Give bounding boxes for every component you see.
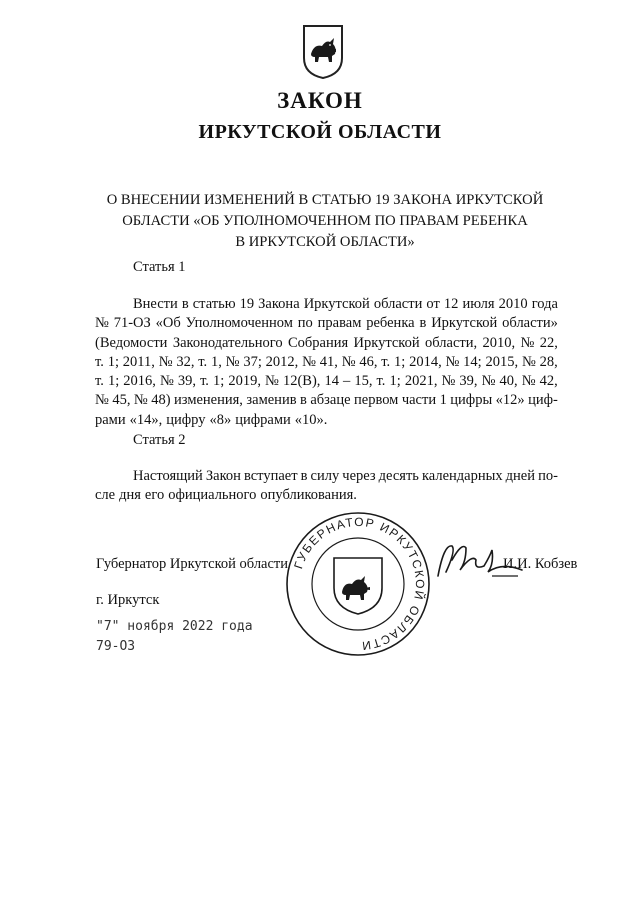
word: Иркутской (303, 296, 370, 312)
word: года (531, 296, 558, 312)
word: Внести (133, 296, 178, 312)
word: т. (95, 373, 104, 390)
law-heading-line: О ВНЕСЕНИИ ИЗМЕНЕНИЙ В СТАТЬЮ 19 ЗАКОНА ИРКУТСКОЙ (106, 192, 544, 208)
article-1-text (95, 295, 558, 430)
word: Иркутской (431, 315, 498, 332)
word: дня (119, 487, 141, 504)
word: статью (192, 296, 236, 312)
word: 40, (499, 373, 518, 390)
word: 19 (239, 296, 255, 312)
word: 2010 (498, 296, 528, 312)
word: десять (378, 468, 419, 484)
governor-title: Губернатор Иркутской области (96, 556, 289, 572)
word: 1; (213, 373, 225, 390)
word: по (297, 315, 313, 332)
word: 22, (539, 334, 558, 351)
word: ребенка (366, 315, 415, 332)
word: от (426, 296, 440, 312)
word: 71-ОЗ (113, 315, 151, 332)
word: абзаце (310, 392, 351, 409)
word: 41, (319, 353, 338, 370)
word: 14 (324, 373, 339, 390)
word: 2012, (265, 353, 299, 370)
word: дней (505, 468, 536, 484)
word: 39, (459, 373, 478, 390)
word: Собрания (287, 334, 349, 351)
text-line (95, 334, 558, 353)
word: 45, (112, 392, 131, 409)
word: 14; (463, 353, 482, 370)
word: «Об (155, 315, 181, 332)
word: Настоящий (133, 468, 203, 484)
word: № (95, 315, 109, 332)
word: № (445, 353, 460, 370)
word: № (133, 392, 148, 409)
word: 2014, (409, 353, 442, 370)
word: в (419, 315, 427, 332)
word: 1; (107, 373, 120, 390)
word: «8» (209, 411, 232, 428)
city-name: г. Иркутск (96, 592, 160, 608)
word: № (265, 373, 279, 390)
article-2-text (95, 467, 558, 506)
word: № (95, 392, 109, 409)
word: июля (462, 296, 495, 312)
word: 2019, (228, 373, 261, 390)
word: рами (95, 411, 126, 428)
word: т. (198, 353, 208, 370)
word: № (159, 373, 174, 390)
word: 15, (354, 373, 373, 390)
irkutsk-coat-of-arms-icon (302, 24, 344, 80)
word: 2021, (404, 373, 438, 390)
word: его (144, 487, 165, 504)
word: области (373, 296, 423, 312)
law-heading-line: ОБЛАСТИ «ОБ УПОЛНОМОЧЕННОМ ПО ПРАВАМ РЕБЕНКА (122, 213, 528, 229)
text-line (95, 486, 558, 505)
word: Закона (258, 296, 300, 312)
governor-name: И.И. Кобзев (503, 556, 578, 572)
governor-seal-icon (284, 510, 432, 658)
word: первом (354, 392, 399, 409)
word: цифры (450, 392, 493, 409)
text-line (95, 295, 558, 314)
word: правам (317, 315, 362, 332)
word: «12» (495, 392, 525, 409)
word: т. (381, 353, 391, 370)
word: 1, (210, 353, 222, 370)
word: вступает (243, 468, 298, 484)
text-line (95, 467, 558, 486)
word: (Ведомости (95, 334, 168, 351)
governor-signature (432, 536, 524, 584)
document-title: ЗАКОН (277, 88, 363, 113)
word: части (401, 392, 437, 409)
text-line (95, 372, 558, 391)
word: № (225, 353, 240, 370)
word: № (520, 334, 535, 351)
word: № (481, 373, 496, 390)
word: 28, (539, 353, 558, 370)
word: т. (95, 353, 104, 370)
word: 1; (389, 373, 401, 390)
word: циф- (528, 392, 558, 409)
word: Уполномоченном (185, 315, 293, 332)
word: области» (502, 315, 558, 332)
word: – (343, 373, 351, 390)
law-number: 79-ОЗ (96, 639, 136, 654)
word: 2010, (482, 334, 516, 351)
word: по- (538, 468, 558, 484)
word: т. (376, 373, 386, 390)
word: 1 (439, 392, 447, 409)
word: 1; (393, 353, 406, 370)
word: 2015, (485, 353, 519, 370)
word: области, (425, 334, 478, 351)
word: Закон (205, 468, 241, 484)
word: Иркутской (353, 334, 420, 351)
word: № (441, 373, 456, 390)
word: Законодательного (172, 334, 283, 351)
word: 32, (176, 353, 195, 370)
word: 46, (359, 353, 378, 370)
word: цифру (166, 411, 206, 428)
word: т. (200, 373, 209, 390)
word: календарных (421, 468, 503, 484)
article-1-label: Статья 1 (133, 259, 186, 275)
word: 2011, (122, 353, 155, 370)
word: № (521, 373, 536, 390)
text-line (95, 391, 558, 410)
word: через (342, 468, 376, 484)
word: 1; (107, 353, 119, 370)
word: 37; (243, 353, 262, 370)
word: 12(В), (282, 373, 321, 390)
word: в (300, 392, 307, 409)
text-line (95, 411, 558, 430)
text-line (95, 353, 558, 372)
article-2-label: Статья 2 (133, 432, 186, 448)
signing-date: "7" ноября 2022 года (96, 619, 253, 634)
text-line (95, 314, 558, 333)
word: 12 (443, 296, 459, 312)
word: 39, (177, 373, 196, 390)
word: № (521, 353, 536, 370)
word: в (300, 468, 308, 484)
word: «14», (129, 411, 163, 428)
law-heading-line: В ИРКУТСКОЙ ОБЛАСТИ» (235, 234, 415, 250)
word: официального (168, 487, 257, 504)
word: сле (95, 487, 116, 504)
word: № (302, 353, 316, 370)
word: силу (310, 468, 340, 484)
word: цифрами (235, 411, 291, 428)
word: 42, (539, 373, 558, 390)
word: изменения, (174, 392, 243, 409)
word: 2016, (123, 373, 156, 390)
word: опубликования. (260, 487, 357, 504)
word: № (341, 353, 356, 370)
word: заменив (246, 392, 297, 409)
document-subtitle: ИРКУТСКОЙ ОБЛАСТИ (198, 121, 442, 143)
law-heading (90, 190, 560, 253)
word: 48) (151, 392, 171, 409)
word: в (181, 296, 189, 312)
word: «10». (294, 411, 328, 428)
seal-ring-text: ГУБЕРНАТОР ИРКУТСКОЙ ОБЛАСТИ (291, 514, 428, 654)
word: № (158, 353, 173, 370)
